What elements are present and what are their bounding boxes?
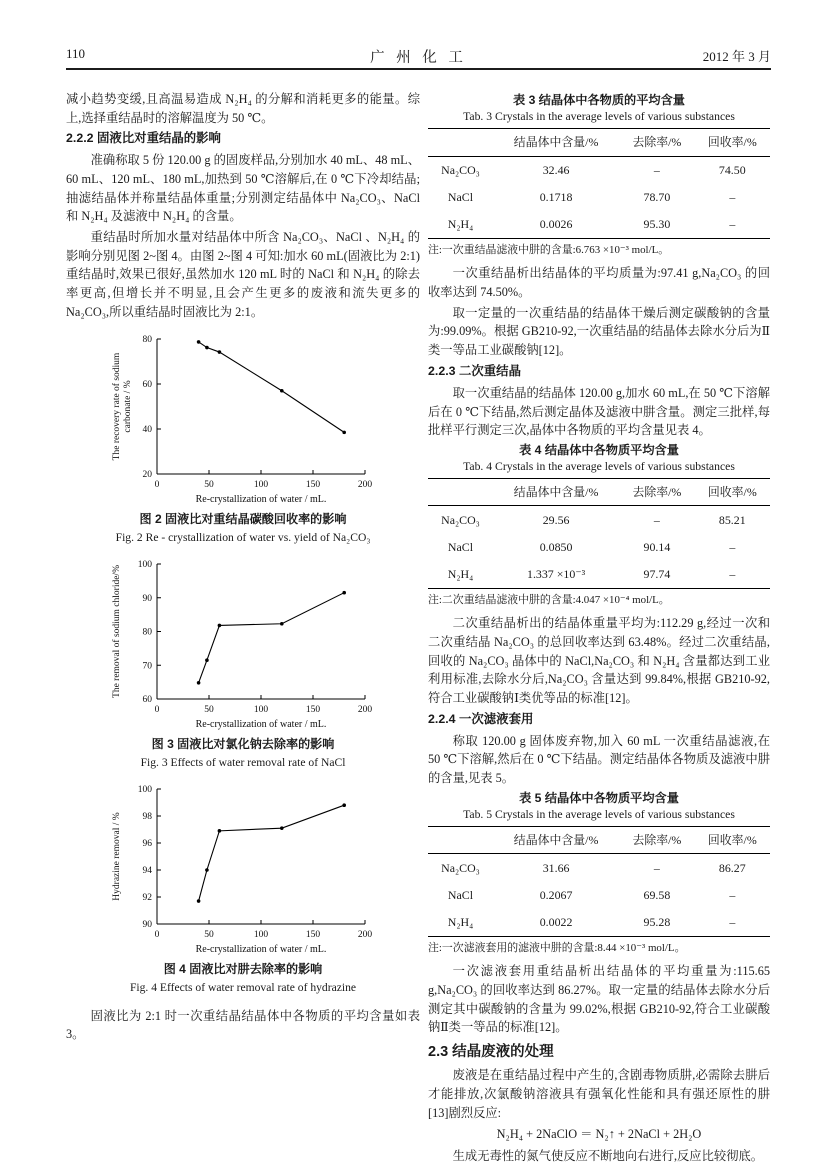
column-header: 回收率/%	[695, 827, 770, 854]
data-line	[199, 805, 345, 901]
figure-4-caption-cn: 图 4 固液比对肼去除率的影响	[163, 961, 323, 976]
table-cell: 1.337 ×10⁻³	[527, 567, 586, 582]
table-row	[428, 561, 770, 589]
section-heading-2-3: 2.3 结晶废液的处理	[428, 1043, 554, 1060]
table-5-title-en: Tab. 5 Crystals in the average levels of various substances	[463, 807, 735, 821]
figure-4-caption-en: Fig. 4 Effects of water removal rate of hydrazine	[129, 980, 357, 994]
left-column	[66, 90, 420, 1046]
data-point	[280, 621, 284, 625]
x-tick-label: 100	[253, 929, 269, 940]
column-header	[428, 129, 493, 156]
paragraph-t3-result: 一次重结晶析出结晶体的平均质量为:97.41 g,Na₂CO₃ 的回收率达到 74.50%。	[428, 266, 770, 300]
right-column	[428, 90, 770, 1168]
section-heading-2-2-2: 2.2.2 固液比对重结晶的影响	[66, 131, 221, 146]
column-header: 回收率/%	[695, 129, 770, 156]
section-heading-2-2-3: 2.2.3 二次重结晶	[428, 363, 521, 378]
table-cell: 0.1718	[539, 190, 573, 205]
y-tick-label: 20	[142, 469, 152, 480]
data-point	[342, 430, 346, 434]
chemical-equation: N₂H₄ + 2NaClO ＝ N₂↑ + 2NaCl + 2H₂O	[496, 1127, 702, 1142]
data-line	[199, 592, 345, 682]
table-cell: 85.21	[718, 512, 746, 527]
y-tick-label: 90	[142, 919, 152, 930]
paragraph-table3-ref: 固液比为 2:1 时一次重结晶结晶体中各物质的平均含量如表 3。	[66, 1008, 420, 1042]
journal-title: 广 州 化 工	[370, 50, 467, 66]
row-label: NaCl	[447, 190, 474, 205]
y-tick-label: 100	[137, 784, 152, 795]
table-cell: 74.50	[718, 163, 746, 178]
table-cell: –	[729, 887, 736, 902]
figure-4	[66, 780, 420, 997]
row-label: Na₂CO₃	[441, 512, 480, 527]
table-cell: 0.0026	[539, 217, 573, 232]
column-header: 结晶体中含量/%	[493, 827, 619, 854]
paragraph-figures: 重结晶时所加水量对结晶体中所含 Na₂CO₃、NaCl 、N₂H₄ 的影响分别见图 2~图 4。由图 2~图 4 可知:加水 60 mL(固液比为 2:1)重结晶时,效果已很好,虽然加水 120 mL 时的 NaCl 和 N₂H₄ 的除去率更高,但增长并不明显,且会产生更多的废液和流失更多的 Na₂CO₃,所以重结晶时固液比为 2:1。	[66, 230, 420, 319]
page-header	[66, 46, 771, 70]
table-cell: 69.58	[643, 887, 671, 902]
table-5	[428, 826, 770, 936]
table-3	[428, 128, 770, 238]
figure-2-caption-cn: 图 2 固液比对重结晶碳酸回收率的影响	[139, 511, 347, 526]
table-cell: 95.28	[643, 914, 671, 929]
x-tick-label: 100	[253, 704, 269, 715]
table-row	[428, 881, 770, 908]
y-tick-label: 94	[142, 865, 152, 876]
table-5-note: 注:一次滤液套用的滤液中肼的含量:8.44 ×10⁻³ mol/L。	[428, 941, 686, 954]
x-tick-label: 0	[154, 479, 160, 490]
table-4-title-en: Tab. 4 Crystals in the average levels of various substances	[463, 459, 735, 473]
table-3-title-en: Tab. 3 Crystals in the average levels of various substances	[463, 110, 735, 124]
data-line	[199, 341, 345, 431]
table-3-note: 注:一次重结晶滤液中肼的含量:6.763 ×10⁻³ mol/L。	[428, 243, 670, 256]
paragraph-waste-liquid: 废液是在重结晶过程中产生的,含剧毒物质肼,必需除去肼后才能排放,次氯酸钠溶液具有强氧化性能和具有强还原性的肼[13]剧烈反应:	[428, 1068, 770, 1120]
y-tick-label: 40	[142, 424, 152, 435]
table-cell: 78.70	[643, 190, 671, 205]
table-cell: 29.56	[542, 512, 570, 527]
table-header-row	[428, 827, 770, 854]
data-point	[205, 345, 209, 349]
section-heading-2-2-4: 2.2.4 一次滤液套用	[428, 711, 534, 726]
paragraph-reaction: 生成无毒性的氮气使反应不断地向右进行,反应比较彻底。	[452, 1148, 764, 1163]
data-point	[280, 388, 284, 392]
figure-2-caption-en: Fig. 2 Re - crystallization of water vs. yield of Na₂CO₃	[115, 530, 371, 544]
row-label: NaCl	[447, 887, 474, 902]
data-point	[342, 590, 346, 594]
data-point	[218, 829, 222, 833]
issue-date: 2012 年 3 月	[702, 49, 771, 64]
table-cell: –	[729, 914, 736, 929]
paragraph-t4-result: 二次重结晶析出的结晶体重量平均为:112.29 g,经过一次和二次重结晶 Na₂CO₃ 的总回收率达到 63.48%。经过二次重结晶,回收的 Na₂CO₃ 晶体中的 NaCl,Na₂CO₃ 和 N₂H₄ 含量都达到工业利用标准,去除水分后,Na₂CO₃ 含量达到 99.84%,根据 GB210-92,符合工业碳酸钠Ⅰ类优等品的标准[12]。	[428, 616, 770, 706]
table-cell: –	[729, 217, 736, 232]
x-tick-label: 150	[305, 929, 321, 940]
column-header: 去除率/%	[619, 479, 694, 506]
paragraph-sample: 准确称取 5 份 120.00 g 的固废样品,分别加水 40 mL、48 mL、60 mL、120 mL、180 mL,加热到 50 ℃溶解后,在 0 ℃下冷却结晶;抽滤结晶体并称量结晶体重量;分别测定结晶体中 Na₂CO₃、NaCl 和 N₂H₄ 及滤液中 N₂H₄ 的含量。	[66, 153, 420, 224]
table-5-title-cn: 表 5 结晶体中各物质平均含量	[519, 790, 679, 805]
y-tick-label: 80	[142, 627, 152, 638]
table-4	[428, 478, 770, 588]
y-tick-label: 90	[142, 593, 152, 604]
x-tick-label: 200	[357, 929, 373, 940]
y-tick-label: 70	[142, 660, 152, 671]
y-tick-label: 60	[142, 379, 152, 390]
x-tick-label: 100	[253, 479, 269, 490]
column-header: 结晶体中含量/%	[493, 479, 619, 506]
y-axis-label: The removal of sodium chloride/%	[112, 564, 122, 698]
data-point	[280, 826, 284, 830]
table-3-block	[428, 92, 770, 258]
data-point	[342, 803, 346, 807]
x-tick-label: 50	[204, 704, 214, 715]
table-row	[428, 156, 770, 184]
table-cell: 95.30	[643, 217, 671, 232]
paragraph-second-recryst: 取一次重结晶的结晶体 120.00 g,加水 60 mL,在 50 ℃下溶解后在 0 ℃下结晶,然后测定晶体及滤液中肼含量。测定三批样,每批样平行测定三次,晶体中各物质的平均含量见表 4。	[428, 385, 770, 438]
table-header-row	[428, 129, 770, 156]
row-label: N₂H₄	[447, 914, 474, 929]
page-number: 110	[66, 46, 86, 61]
data-point	[205, 868, 209, 872]
x-axis-label: Re-crystallization of water / mL.	[195, 493, 327, 505]
table-cell: 32.46	[542, 163, 570, 178]
y-axis-label: carbonate / %	[123, 379, 133, 433]
table-4-block	[428, 442, 770, 608]
table-row	[428, 211, 770, 239]
x-tick-label: 50	[204, 929, 214, 940]
table-cell: –	[729, 567, 736, 582]
data-point	[218, 623, 222, 627]
fig3-line-chart	[109, 555, 377, 731]
table-cell: 31.66	[542, 860, 570, 875]
table-4-title-cn: 表 4 结晶体中各物质平均含量	[519, 442, 679, 457]
row-label: N₂H₄	[447, 217, 474, 232]
table-row	[428, 854, 770, 882]
table-4-note: 注:二次重结晶滤液中肼的含量:4.047 ×10⁻⁴ mol/L。	[428, 593, 670, 606]
table-5-block	[428, 790, 770, 956]
table-row	[428, 184, 770, 211]
table-cell: 86.27	[718, 860, 746, 875]
table-header-row	[428, 479, 770, 506]
data-point	[197, 899, 201, 903]
y-tick-label: 98	[142, 811, 152, 822]
paragraph-intro: 减小趋势变缓,且高温易造成 N₂H₄ 的分解和消耗更多的能量。综上,选择重结晶时的溶解温度为 50 ℃。	[66, 92, 420, 125]
figure-2	[66, 330, 420, 547]
y-axis-label: Hydrazine removal / %	[112, 811, 122, 901]
x-tick-label: 0	[154, 704, 160, 715]
table-cell: –	[729, 540, 736, 555]
y-tick-label: 80	[142, 334, 152, 345]
row-label: N₂H₄	[447, 567, 474, 582]
row-label: Na₂CO₃	[441, 860, 480, 875]
figure-3	[66, 555, 420, 772]
figure-4-caption	[66, 960, 420, 997]
column-header: 去除率/%	[619, 129, 694, 156]
figure-3-caption-en: Fig. 3 Effects of water removal rate of NaCl	[140, 755, 346, 769]
y-tick-label: 96	[142, 838, 152, 849]
y-tick-label: 60	[142, 694, 152, 705]
table-cell: 90.14	[643, 540, 671, 555]
table-cell: 0.2067	[539, 887, 573, 902]
row-label: Na₂CO₃	[441, 163, 480, 178]
figure-3-caption-cn: 图 3 固液比对氯化钠去除率的影响	[151, 736, 335, 751]
x-tick-label: 150	[305, 479, 321, 490]
x-axis-label: Re-crystallization of water / mL.	[195, 718, 327, 730]
figure-3-caption	[66, 735, 420, 772]
table-cell: –	[729, 190, 736, 205]
table-row	[428, 506, 770, 534]
table-cell: 97.74	[643, 567, 671, 582]
fig4-line-chart	[109, 780, 377, 956]
column-header	[428, 479, 493, 506]
y-axis-label: The recovery rate of sodium	[112, 352, 122, 460]
table-row	[428, 908, 770, 936]
x-axis-label: Re-crystallization of water / mL.	[195, 943, 327, 955]
table-cell: 0.0850	[539, 540, 573, 555]
paragraph-filtrate-reuse: 称取 120.00 g 固体废弃物,加入 60 mL 一次重结晶滤液,在 50 ℃下溶解,然后在 0 ℃下结晶。测定结晶体各物质及滤液中肼的含量,见表 5。	[428, 733, 770, 786]
column-header: 回收率/%	[695, 479, 770, 506]
table-cell: –	[653, 512, 660, 527]
column-header: 结晶体中含量/%	[493, 129, 619, 156]
x-tick-label: 50	[204, 479, 214, 490]
y-tick-label: 100	[137, 559, 152, 570]
x-tick-label: 200	[357, 479, 373, 490]
x-tick-label: 0	[154, 929, 160, 940]
data-point	[197, 681, 201, 685]
figure-2-caption	[66, 510, 420, 547]
data-point	[205, 658, 209, 662]
table-3-title-cn: 表 3 结晶体中各物质的平均含量	[513, 93, 685, 107]
table-cell: 0.0022	[539, 914, 573, 929]
row-label: NaCl	[447, 540, 474, 555]
column-header: 去除率/%	[619, 827, 694, 854]
x-tick-label: 150	[305, 704, 321, 715]
paragraph-t5-result: 一次滤液套用重结晶析出结晶体的平均重量为:115.65 g,Na₂CO₃ 的回收率达到 86.27%。取一定量的结晶体去除水分后测定其中碳酸钠的含量为 99.02%,根据 GB210-92,符合工业碳酸钠Ⅱ类一等品的标准[12]。	[428, 964, 770, 1035]
data-point	[218, 350, 222, 354]
fig2-line-chart	[109, 330, 377, 506]
table-cell: –	[653, 163, 660, 178]
data-point	[197, 340, 201, 344]
table-cell: –	[653, 860, 660, 875]
column-header	[428, 827, 493, 854]
paragraph-t3-purity: 取一定量的一次重结晶的结晶体干燥后测定碳酸钠的含量为:99.09%。根据 GB210-92,一次重结晶的结晶体去除水分后为Ⅱ类一等品工业碳酸钠[12]。	[428, 305, 770, 358]
table-row	[428, 534, 770, 561]
y-tick-label: 92	[142, 892, 152, 903]
x-tick-label: 200	[357, 704, 373, 715]
